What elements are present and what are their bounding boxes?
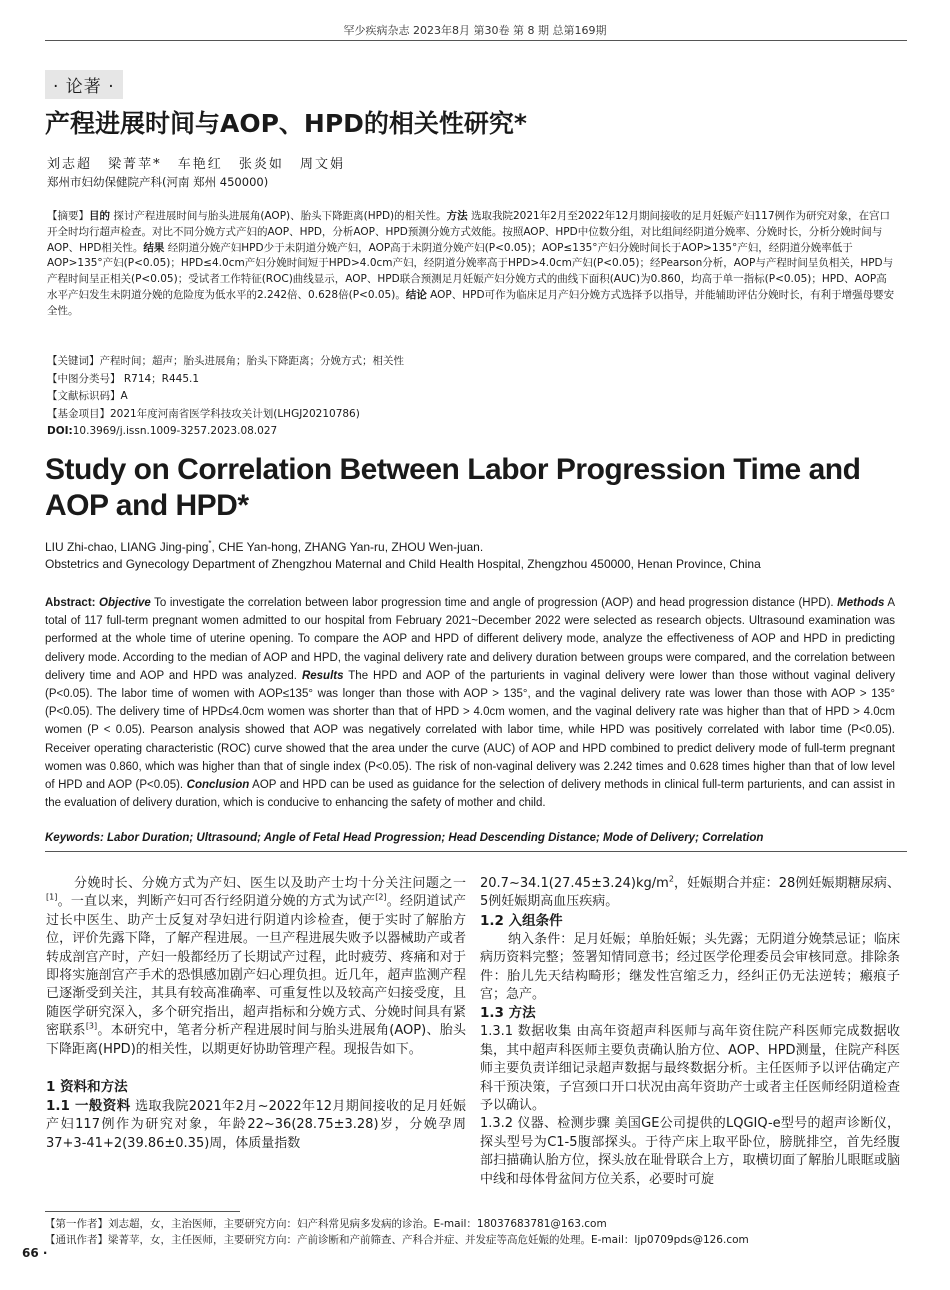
comorbidity-text: ，妊娠期合并症：28例妊娠期糖尿病、5例妊娠期高血压疾病。	[480, 876, 900, 910]
abstract-cn-objective: 探讨产程进展时间与胎头进展角(AOP)、胎头下降距离(HPD)的相关性。	[110, 210, 447, 222]
paragraph-1-1	[46, 1097, 466, 1153]
header-rule	[45, 40, 907, 41]
abstract-en-results: The HPD and AOP of the parturients in vaginal delivery were lower than those without vaginal delivery (P<0.05). The labor time of women with AOP≤135° was longer than those with AOP > 135°, and the vaginal delivery rate was lower than those with AOP > 135° (P<0.05). The delivery time of HPD≤4.0cm women was shorter than that of HPD > 4.0cm women, and the vaginal delivery rate was higher than that of HPD > 4.0cm women (P < 0.05). Pearson analysis showed that AOP was negatively correlated with labor time, while HPD was positively correlated with labor time (P<0.05). Receiver operating characteristic (ROC) curve showed that the area under the curve (AUC) of AOP and HPD combined to predict delivery mode of full-term pregnant women was 0.860, which was higher than that of single index (P<0.05). The risk of non-vaginal delivery was 2.242 times and 0.628 times higher than that of low level of HPD and AOP (P<0.05).	[45, 669, 895, 792]
keywords-cn: 产程时间；超声；胎头进展角；胎头下降距离；分娩方式；相关性	[99, 355, 404, 367]
page-number: 66 ·	[22, 1246, 48, 1260]
abstract-rule	[45, 851, 907, 852]
intro-text-1: 分娩时长、分娩方式为产妇、医生以及助产士均十分关注问题之一	[74, 876, 466, 891]
ref-3: [3]	[85, 1021, 98, 1031]
footnote-corresponding: 【通讯作者】梁菁苹，女，主任医师，主要研究方向：产前诊断和产前筛查、产科合并症、并发症等高危妊娠的处理。E-mail：ljp0709pds@126.com	[45, 1234, 749, 1246]
abstract-cn-methods: 选取我院2021年2月至2022年12月期间接收的足月妊娠产妇117例作为研究对象，在宫口开全时均行超声检查。对比不同分娩方式产妇的AOP、HPD，分析AOP、HPD预测分娩方式效能。按照AOP、HPD中位数分组，对比组间经阴道分娩率、分娩时长，分析分娩时间与AOP、HPD相关性。	[47, 210, 891, 254]
fund-label: 【基金项目】	[47, 407, 110, 420]
intro-text-2: 。一直以来，判断产妇可否行经阴道分娩的方式为试产	[57, 894, 376, 910]
abstract-en-conclusion: AOP and HPD can be used as guidance for the selection of delivery methods in clinical full-term parturients, and can assist in the evaluation of delivery duration, which is conducive to enhancing the safety of mother and child.	[45, 779, 896, 810]
heading-1-3: 1.3 方法	[480, 1005, 536, 1022]
footnote-rule	[45, 1211, 240, 1212]
heading-1: 1 资料和方法	[46, 1079, 128, 1096]
affiliation-chinese: 郑州市妇幼保健院产科(河南 郑州 450000)	[47, 175, 269, 189]
paragraph-1-1-cont	[480, 875, 900, 912]
body-right-column	[480, 875, 900, 1189]
abstract-en-conclusion-label: Conclusion	[186, 779, 250, 792]
authors-english	[45, 540, 483, 554]
section-tag: · 论著 ·	[45, 70, 123, 99]
affiliation-english: Obstetrics and Gynecology Department of Zhengzhou Maternal and Child Health Hospital, Zhengzhou 450000, Henan Province, China	[45, 557, 761, 571]
heading-1-1: 1.1 一般资料	[46, 1098, 131, 1115]
corresponding-mark: *	[208, 539, 212, 548]
fund-value: 2021年度河南省医学科技攻关计划(LHGJ20210786)	[110, 407, 360, 420]
abstract-cn-label: 【摘要】	[47, 210, 89, 222]
keywords-cn-line	[47, 353, 404, 371]
bmi-sup: 2	[668, 874, 674, 884]
keywords-english: Keywords: Labor Duration; Ultrasound; Angle of Fetal Head Progression; Head Descending Distance; Mode of Delivery; Correlation	[45, 832, 764, 844]
abstract-cn-results: 经阴道分娩产妇HPD少于未阴道分娩产妇，AOP高于未阴道分娩产妇(P<0.05)；AOP≤135°产妇分娩时间长于AOP>135°产妇，经阴道分娩率低于AOP>135°产妇(P<0.05)；HPD≤4.0cm产妇分娩时间短于HPD>4.0cm产妇，经阴道分娩率高于HPD>4.0cm产妇(P<0.05)；经Pearson分析，AOP与产程时间呈负相关，HPD与产程时间呈正相关(P<0.05)；受试者工作特征(ROC)曲线显示，AOP、HPD联合预测足月妊娠产妇分娩方式的曲线下面积(AUC)为0.860，均高于单一指标(P<0.05)；HPD、AOP高水平产妇发生未阴道分娩的危险度为低水平的2.242倍、0.628倍(P<0.05)。	[47, 241, 894, 301]
clc-value: R714；R445.1	[123, 372, 200, 385]
authors-chinese: 刘志超 梁菁苹* 车艳红 张炎如 周文娟	[47, 157, 346, 172]
abstract-cn-conclusion-label: 结论	[405, 288, 427, 301]
abstract-cn-methods-label: 方法	[446, 210, 468, 222]
doc-code-value: A	[120, 390, 128, 402]
abstract-cn-results-label: 结果	[143, 241, 165, 254]
authors-en-a: LIU Zhi-chao, LIANG Jing-ping	[45, 540, 209, 554]
intro-text-4: 。本研究中，笔者分析产程进展时间与胎头进展角(AOP)、胎头下降距离(HPD)的相关性，以期更好协助管理产程。现报告如下。	[46, 1023, 466, 1057]
abstract-en-objective-label: Objective	[99, 597, 151, 609]
journal-header: 罕少疾病杂志 2023年8月 第30卷 第 8 期 总第169期	[343, 24, 607, 37]
clc-label: 【中图分类号】	[47, 372, 121, 385]
paragraph-1-2: 纳入条件：足月妊娠；单胎妊娠；头先露；无阴道分娩禁忌证；临床病历资料完整；签署知情同意书；经过医学伦理委员会审核同意。排除条件：胎儿先天结构畸形；继发性宫缩乏力，经纠正仍无法逆转；瘢痕子宫；急产。	[480, 931, 900, 1003]
fund-line	[47, 406, 404, 424]
abstract-cn-conclusion: AOP、HPD可作为临床足月产妇分娩方式选择予以指导，并能辅助评估分娩时长，有利于增强母婴安全性。	[47, 288, 895, 317]
intro-paragraph	[46, 875, 466, 1059]
abstract-en-label: Abstract:	[45, 597, 96, 609]
paragraph-1-3-2: 1.3.2 仪器、检测步骤 美国GE公司提供的LQGIQ-e型号的超声诊断仪，探头型号为C1-5腹部探头。于待产床上取平卧位，膀胱排空，首先经腹部扫描确认胎方位，探头放在耻骨联合上方，取横切面了解胎儿眼眶或脑中线和母体骨盆间方位关系，必要时可旋	[480, 1116, 900, 1187]
abstract-en-results-label: Results	[301, 669, 344, 682]
body-left-column	[46, 875, 466, 1153]
abstract-en-objective: To investigate the correlation between labor progression time and angle of progression (AOP) and head progression distance (HPD).	[150, 597, 834, 609]
doi-label: DOI:	[47, 425, 73, 437]
doc-code-line	[47, 388, 404, 406]
abstract-en-methods-label: Methods	[837, 597, 885, 609]
doc-code-label: 【文献标识码】	[47, 390, 121, 402]
intro-text-3: 。经阴道试产过长中医生、助产士反复对孕妇进行阴道内诊检查，便于实时了解胎方位，评价先露下降，了解产程进展。一旦产程进展失败予以器械助产或者转成剖宫产时，产妇一般都经历了长期试产过程，此时疲劳、疼痛和对于即将实施剖宫产手术的恐惧感加剧产妇心理负担。近几年，超声监测产程已逐渐受到关注，其具有较高准确率、可重复性以及较高产妇接受度，且随医学研究深入，多个研究指出，超声指标和分娩方式、分娩时间具有紧密联系	[46, 894, 466, 1039]
abstract-english	[45, 594, 895, 812]
abstract-cn-objective-label: 目的	[89, 210, 110, 222]
doi-line	[47, 423, 404, 441]
paragraph-1-3-1: 1.3.1 数据收集 由高年资超声科医师与高年资住院产科医师完成数据收集，其中超声科医师主要负责确认胎方位、AOP、HPD测量，住院产科医师主要负责详细记录超声数据与最终数据分析。主任医师予以评估确定产科干预决策，子宫颈口开口状况由高年资助产士或者主任医师经阴道检查予以确认。	[480, 1024, 900, 1114]
abstract-chinese	[47, 209, 897, 320]
text-1-1: 选取我院2021年2月~2022年12月期间接收的足月妊娠产妇117例作为研究对象，年龄22~36(28.75±3.28)岁，分娩孕周37+3-41+2(39.86±0.35)周，体质量指数	[46, 1099, 466, 1151]
title-chinese: 产程进展时间与AOP、HPD的相关性研究*	[45, 109, 527, 138]
abstract-en-methods: A total of 117 full-term pregnant women admitted to our hospital from February 2021~December 2022 were selected as research objects. Ultrasound examination was performed at the whole time of uterine opening. To compare the AOP and HPD of different delivery mode, analyze the effectiveness of AOP and HPD in predicting delivery mode. According to the median of AOP and HPD, the vaginal delivery rate and delivery duration between groups were compared, and the correlation between delivery time and AOP and HPD was analyzed.	[45, 597, 896, 682]
ref-2: [2]	[375, 893, 387, 903]
article-meta	[47, 353, 404, 441]
bmi-text: 20.7~34.1(27.45±3.24)kg/m	[480, 876, 669, 891]
keywords-cn-label: 【关键词】	[47, 355, 100, 367]
ref-1: [1]	[46, 893, 58, 903]
footnote-first-author: 【第一作者】刘志超，女，主治医师，主要研究方向：妇产科常见病多发病的诊治。E-mail：18037683781@163.com	[45, 1218, 607, 1230]
heading-1-2: 1.2 入组条件	[480, 912, 563, 929]
clc-line	[47, 371, 404, 389]
title-english: Study on Correlation Between Labor Progression Time and AOP and HPD*	[45, 453, 861, 522]
doi-value: 10.3969/j.issn.1009-3257.2023.08.027	[72, 425, 278, 437]
authors-en-b: , CHE Yan-hong, ZHANG Yan-ru, ZHOU Wen-juan.	[211, 540, 484, 554]
